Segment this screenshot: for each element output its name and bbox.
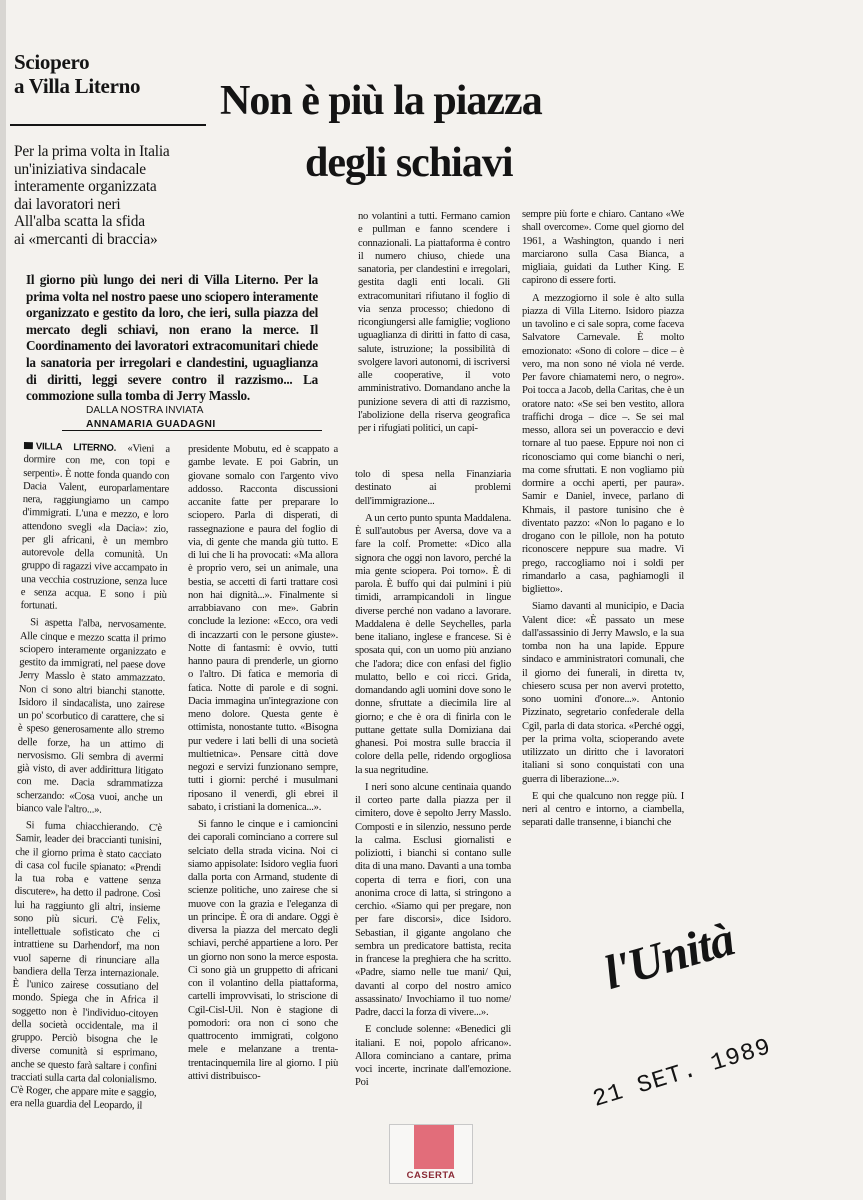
paragraph: tolo di spesa nella Finanziaria destinato ai problemi dell'immigrazione... bbox=[355, 469, 511, 507]
paragraph: E qui che qualcuno non regge più. I neri al centro e intorno, a ciambella, separati dalle transenne, i bianchi che bbox=[522, 790, 684, 829]
paragraph bbox=[20, 440, 170, 615]
paragraph: Siamo davanti al municipio, e Dacia Valent dice: «È passato un mese dall'assassinio di Jerry Mawslo, e la sua tomba non ha una lapide. Eppure sindaco e amministratori comunali, che il giorno dei funerali, in diretta tv, chiesero scusa per non avervi protetto, sono uomini d'onore...». Antonio Pizzinato, segretario confederale della Cgil, parla di data storica. «Perché oggi, per la prima volta, scioperando avete utilizzato un diritto che i lavoratori italiani si sono conquistati con una guerra di liberazione...». bbox=[522, 601, 684, 785]
byline-rule bbox=[62, 430, 322, 431]
byline bbox=[86, 404, 316, 432]
paragraph: Si aspetta l'alba, nervosamente. Alle cinque e mezzo scatta il primo sciopero interamente organizzato e gestito da immigrati, nel paese dove Jerry Masslo è stato ammazzato. Non ci sono altri bianchi stanotte. Isidoro il sindacalista, uno zairese un po' scorbutico di carattere, che si è speso generosamente allo stremo delle forze, ha un attimo di nervosismo. Gli sembra di avermi già visto, di aver addirittura litigato con me. Dacia sdrammatizza scherzando: «Cosa vuoi, anche un bianco vale l'altro...». bbox=[16, 617, 167, 816]
scan-edge bbox=[0, 0, 6, 1200]
paragraph: A mezzogiorno il sole è alto sulla piazza di Villa Literno. Isidoro piazza un tavolino e ci sale sopra, come faceva Salvatore Carnevale. È molto emozionato: «Sono di colore – dice – è vero, ma non sono né viola né verde. Per favore chiamatemi nero, o negro». Poi tocca a Jacob, della Caritas, che è un oratore nato: «Se sei ben vestito, allora traffichi droga – dice –. Se sei mal messo, allora sei un poveraccio e devi tornare al tuo paese. Eppure noi non ci riconosciamo qui come bianchi o neri, ma come sfruttati. E non vogliamo più dormire a occhi aperti, per paura». Samir e Daniel, invece, parlano di Khmais, il pastore tunisino che è diventato pazzo: «Non lo pagano e lo drogano con le pillole, non ha potuto riconoscere neppure sua madre. Vi prego, raccogliamo noi i soldi per rimandarlo a casa, paghiamogli il biglietto». bbox=[522, 292, 684, 595]
bullet-icon bbox=[24, 442, 33, 449]
caserta-logo bbox=[389, 1124, 473, 1184]
paragraph: I neri sono alcune centinaia quando il corteo parte dalla piazza per il cimitero, dove è sepolto Jerry Masslo. Composti e in silenzio, nessuno perde la calma. Esclusi giornalisti e poliziotti, i bianchi si contano sulle dita di una mano. Davanti a una tomba coperta di terra e fiori, con una anonima croce di latta, si stringono a cerchio. «Siamo qui per pregare, non per fare discorsi», dice Isidoro. Sebastian, il gigante angolano che sembra un predicatore battista, recita in francese la preghiera che ha scritto. «Padre, siamo nelle tue mani/ Qui, davanti al corpo del nostro amico assassinato/ Invochiamo il tuo nome/ Padre, dacci la forza di vivere...». bbox=[355, 781, 511, 1018]
byline-label: DALLA NOSTRA INVIATA bbox=[86, 405, 204, 416]
byline-reporter: ANNAMARIA GUADAGNI bbox=[86, 419, 216, 430]
logo-red-mark bbox=[414, 1125, 454, 1169]
paragraph: E conclude solenne: «Benedici gli italiani. E noi, popolo africano». Allora cominciano a cantare, prima voci incerte, incrinate dall'emozione. Poi bbox=[355, 1024, 511, 1089]
subhead-line: interamente organizzata bbox=[14, 178, 157, 196]
subhead bbox=[14, 143, 214, 249]
subhead-line: All'alba scatta la sfida bbox=[14, 213, 145, 231]
paragraph: A un certo punto spunta Maddalena. È sull'autobus per Aversa, dove va a fare la colf. Promette: «Dico alla signora che oggi non lavoro, perché la mia gente sciopera. Poi torno». È di parola. È buffo qui dai pulmini i più timidi, arrampicandoli in lingue diverse perché non vadano a lavorare. Maddalena è delle Seychelles, parla bene italiano, inglese e francese. Si è sposata qui, con un uomo più anziano che l'adora; dice con enfasi del figlio mulatto, bello e coi ricci. Grida, domandando agli uomini dove sono le donne, sfruttate a diecimila lire al giorno; e che è ora di finirla con le puttane gettate sulla Domiziana dai ghanesi. Poi mostra sulle braccia il colore della pelle, ridendo orgogliosa la sua negritudine. bbox=[355, 512, 511, 776]
kicker bbox=[14, 50, 204, 98]
headline-line-1: Non è più la piazza bbox=[220, 78, 542, 124]
article-column-3 bbox=[355, 468, 511, 1180]
subhead-line: ai «mercanti di braccia» bbox=[14, 230, 158, 248]
article-column-1 bbox=[9, 440, 170, 1183]
headline-line-2: degli schiavi bbox=[305, 140, 513, 186]
logo-text: CASERTA bbox=[406, 1170, 456, 1181]
lead-paragraph: Il giorno più lungo dei neri di Villa Literno. Per la prima volta nel nostro paese uno sciopero interamente organizzato e gestito da loro, che ieri, sulla piazza del mercato degli schiavi, non erano la merce. Il Coordinamento dei lavoratori extracomunitari chiede la sanatoria per irregolari e clandestini, uguaglianza di diritti, leggi severe contro il razzismo... La commozione sulla tomba di Jerry Masslo. bbox=[26, 272, 318, 404]
paragraph: no volantini a tutti. Fermano camion e pullman e fanno scendere i connazionali. La piattaforma è contro il numero chiuso, chiede una sanatoria, per clandestini e irregolari, gestita dagli enti locali. Gli extracomunitari rifiutano il foglio di via senza processo; chiedono di ricongiungersi alle famiglie; vogliono uguaglianza di diritti in fatto di casa, salute, istruzione; la possibilità di svolgere lavori autonomi, di iscriversi alle cooperative, il voto amministrativo. Domandano anche la punizione severa di atti di razzismo, l'abolizione della riserva geografica per i rifugiati politici, un capi- bbox=[358, 211, 510, 434]
dateline: VILLA LITERNO. bbox=[35, 441, 117, 454]
kicker-rule bbox=[10, 124, 206, 126]
subhead-line: dai lavoratori neri bbox=[14, 195, 121, 213]
paragraph-text: «Vieni a dormire con me, con topi e serpenti». È notte fonda quando con Dacia Valent, europarlamentare nera, raggiungiamo un campo d'immigrati. L'una e mezzo, e loro attendono svegli «la Dacia»: zio, per gli africani, è un membro autorevole della comunità. Un gruppo di ragazzi vive accampato in una vecchia costruzione, senza luce e senza acqua. E sono i più fortunati. bbox=[20, 443, 170, 612]
paragraph: sempre più forte e chiaro. Cantano «We shall overcome». Come quel giorno del 1961, a Washington, quando i neri marciarono sulla Casa Bianca, a migliaia, guidati da Luther King. E capirono di essere forti. bbox=[522, 209, 684, 287]
subhead-line: un'iniziativa sindacale bbox=[14, 160, 146, 178]
date-stamp: 21 SET. 1989 bbox=[590, 1033, 775, 1114]
article-column-3-top bbox=[358, 210, 510, 465]
paragraph: Si fuma chiacchierando. C'è Samir, leader dei braccianti tunisini, che il giorno prima è stato cacciato di casa col fucile spianato: «Prendi la tua roba e vattene senza discutere», ha detto il padrone. Così lui ha raggiunto gli altri, insieme sono più sicuri. C'è Felix, intellettuale sofisticato che ci intrattiene su Darhendorf, ma non vuol saperne di rinunciare alla bandiera della Terza internazionale. È l'unico zairese cossutiano del mondo. Spiega che in Africa il soggetto non è l'individuo-citoyen della società occidentale, ma il gruppo. Perciò bisogna che le diverse comunità si esprimano, anche se questo farà saltare i confini tracciati sulla carta dal colonialismo. C'è Roger, che appare mite e saggio, era nella guardia del Leopardo, il bbox=[9, 820, 163, 1112]
paragraph: presidente Mobutu, ed è scappato a gambe levate. E poi Gabrin, un giovane somalo con l'argento vivo addosso. Racconta discussioni accanite fatte per preparare lo sciopero. Parla di disperati, di rassegnazione e paura del foglio di via, di gente che manda giù tutto. E di lui che li ha provocati: «Ma allora è proprio vero, sei un animale, una bestia, se accetti di farti trattare così non hai dignità...». Finalmente si arrabbiavano con me». Gabrin conclude la lezione: «Ecco, ora vedi di incazzarti con le persone giuste». Notte di fantasmi: è ovvio, tutti hanno paura di prenderle, un giorno o l'altro. Di fatica e memoria di fatica. Notte di parole e di sogni. Dacia immagina un'integrazione con meno dolore. Questa gente è ottimista, nonostante tutto. «Bisogna pur vedere i lati belli di una società multietnica». Pensare città dove negozi e servizi funzionano sempre, tutti i giorni: perché i musulmani riposano il venerdì, gli ebrei il sabato, i cristiani la domenica...». bbox=[188, 444, 338, 813]
article-column-4 bbox=[522, 208, 684, 948]
paragraph: Si fanno le cinque e i camioncini dei caporali cominciano a correre sul selciato della strada vicina. Noi ci siamo appisolate: Isidoro veglia fuori dalla porta con Armand, studente di scienze politiche, uno zairese che si muove con la grazia e l'eleganza di un principe. È ora di andare. Oggi è diversa la piazza del mercato degli schiavi, perché appartiene a loro. Per un giorno non sono la merce esposta. Ci sono già un gruppetto di africani con il volantino della piattaforma, cartelli improvvisati, lo striscione di Cgil-Cisl-Uil. Non è stagione di pomodori: ora non ci sono che quattrocento immigrati, colgono mele e melanzane a trenta-trentacinquemila lire al giorno. I più attivi distribuisco- bbox=[188, 819, 338, 1082]
subhead-line: Per la prima volta in Italia bbox=[14, 143, 170, 160]
newspaper-masthead: l'Unità bbox=[598, 912, 740, 1000]
headline bbox=[220, 70, 640, 194]
kicker-line-1: Sciopero bbox=[14, 50, 90, 74]
kicker-line-2: a Villa Literno bbox=[14, 74, 141, 98]
article-column-2 bbox=[188, 443, 338, 1178]
